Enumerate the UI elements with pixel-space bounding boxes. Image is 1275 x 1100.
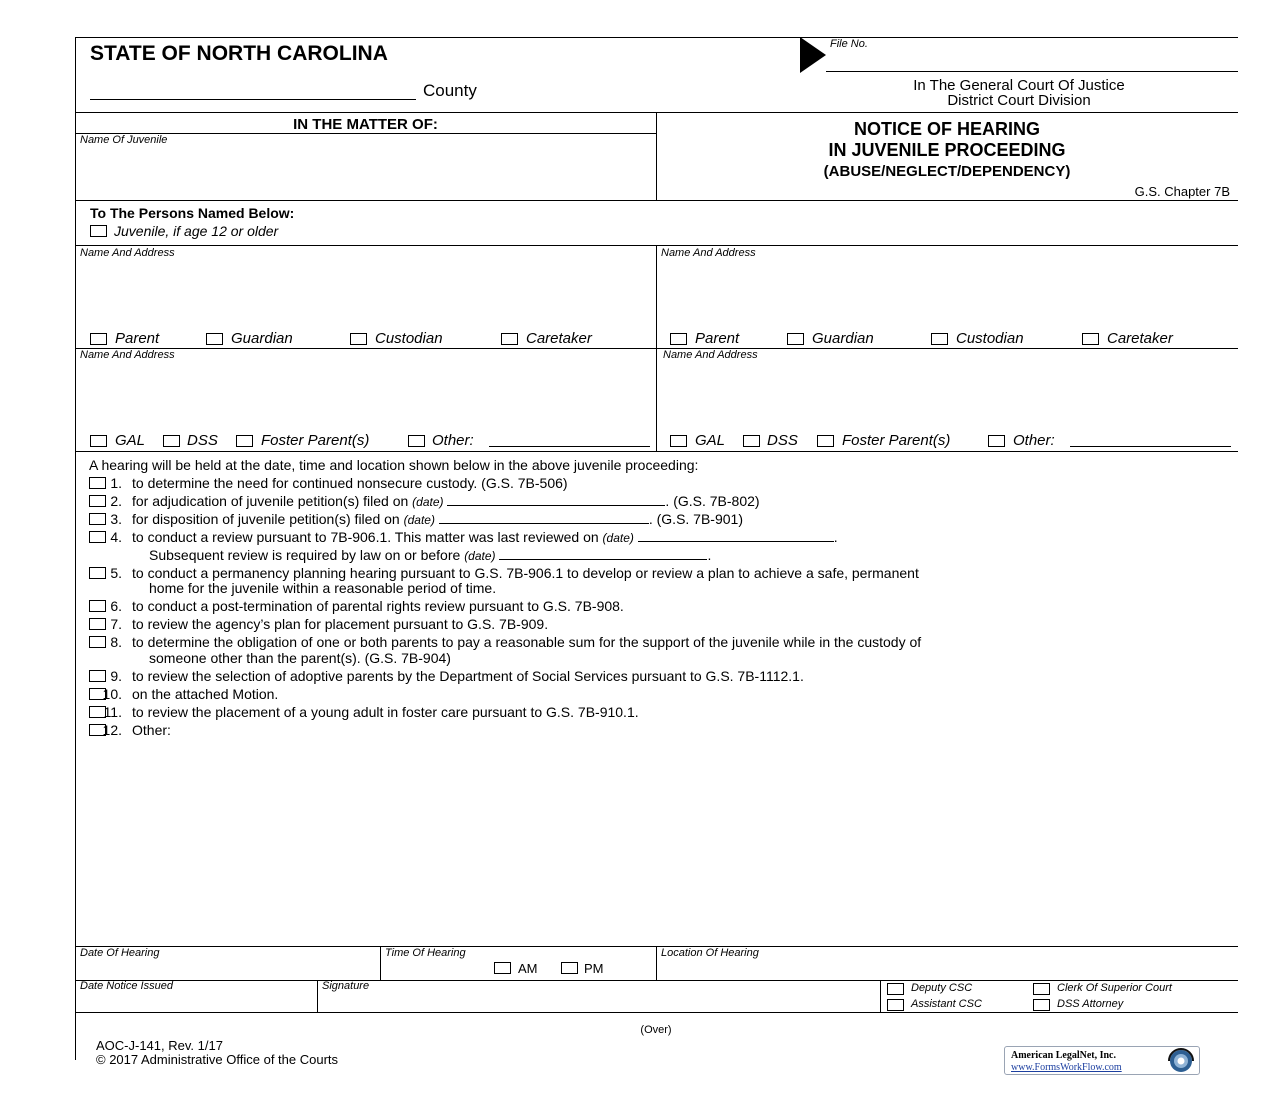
item-4-text: to conduct a review pursuant to 7B-906.1. This matter was last reviewed on <box>132 529 599 545</box>
party-3-dss-label: DSS <box>187 432 218 449</box>
party-3-dss-checkbox[interactable] <box>163 435 180 447</box>
party-1-parent-label: Parent <box>115 330 160 347</box>
party-4-foster-label: Foster Parent(s) <box>842 432 951 449</box>
party-2-parent-label: Parent <box>695 330 740 347</box>
party-1-caretaker-checkbox[interactable] <box>501 333 518 345</box>
item-2-date-blank[interactable] <box>447 494 665 506</box>
item-4-number: 4. <box>110 529 122 545</box>
party-2-custodian-checkbox[interactable] <box>931 333 948 345</box>
party-2-name-label: Name And Address <box>661 247 756 259</box>
party-4-other-blank[interactable] <box>1070 446 1231 447</box>
court-line-2: District Court Division <box>947 92 1091 109</box>
item-6-text: to conduct a post-termination of parental rights review pursuant to G.S. 7B-908. <box>132 598 624 614</box>
party-2-custodian-label: Custodian <box>956 330 1024 347</box>
party-4-other-label: Other: <box>1013 432 1055 449</box>
party-3-other-label: Other: <box>432 432 474 449</box>
other-details-area[interactable] <box>149 742 1229 942</box>
item-4-date-blank[interactable] <box>638 530 834 542</box>
item-8-line-2: someone other than the parent(s). (G.S. 7B-904) <box>149 650 451 666</box>
statute-reference: G.S. Chapter 7B <box>1134 184 1230 199</box>
item-1 <box>98 475 568 491</box>
item-1-number: 1. <box>110 475 122 491</box>
item-5-number: 5. <box>110 565 122 581</box>
time-of-hearing-label: Time Of Hearing <box>385 947 466 959</box>
copyright: © 2017 Administrative Office of the Courts <box>96 1052 339 1067</box>
court-line-1: In The General Court Of Justice <box>913 77 1125 94</box>
location-of-hearing-label: Location Of Hearing <box>661 947 759 959</box>
item-2 <box>98 493 760 509</box>
item-2-number: 2. <box>110 493 122 509</box>
item-4-line-2-period: . <box>707 547 712 563</box>
item-2-date-word: (date) <box>412 495 444 509</box>
clerk-superior-court-label: Clerk Of Superior Court <box>1057 982 1172 994</box>
item-3-date-word: (date) <box>403 513 435 527</box>
juvenile-checkbox[interactable] <box>90 225 107 237</box>
item-7-number: 7. <box>110 616 122 632</box>
item-11-text: to review the placement of a young adult in foster care pursuant to G.S. 7B-910.1. <box>132 704 639 720</box>
party-1-name-label: Name And Address <box>80 247 175 259</box>
item-3 <box>98 511 743 527</box>
file-no-label: File No. <box>830 38 868 50</box>
matter-heading: IN THE MATTER OF: <box>293 116 438 133</box>
date-notice-issued-label: Date Notice Issued <box>80 980 173 992</box>
juvenile-name-field[interactable] <box>77 148 655 198</box>
item-3-text: for disposition of juvenile petition(s) filed on <box>132 511 400 527</box>
party-1-guardian-checkbox[interactable] <box>206 333 223 345</box>
item-11 <box>98 704 639 720</box>
county-blank[interactable] <box>90 99 416 100</box>
state-title: STATE OF NORTH CAROLINA <box>90 42 388 65</box>
juvenile-option-label: Juvenile, if age 12 or older <box>114 223 279 239</box>
item-8 <box>98 634 921 650</box>
file-no-arrow-icon <box>800 37 826 73</box>
dss-attorney-checkbox[interactable] <box>1033 999 1050 1011</box>
item-4-line-2 <box>149 547 711 563</box>
form-title-line-3: (ABUSE/NEGLECT/DEPENDENCY) <box>823 163 1071 180</box>
item-8-number: 8. <box>110 634 122 650</box>
item-10-number: 10. <box>102 686 122 702</box>
vendor-globe-icon <box>1165 1048 1197 1074</box>
item-7-text: to review the agency’s plan for placement pursuant to G.S. 7B-909. <box>132 616 549 632</box>
assistant-csc-label: Assistant CSC <box>911 998 982 1010</box>
party-1-caretaker-label: Caretaker <box>526 330 592 347</box>
party-3-gal-checkbox[interactable] <box>90 435 107 447</box>
county-label: County <box>423 81 477 100</box>
party-3-gal-label: GAL <box>115 432 146 449</box>
party-2-guardian-checkbox[interactable] <box>787 333 804 345</box>
vendor-name: American LegalNet, Inc. <box>1011 1050 1116 1061</box>
party-3-name-label: Name And Address <box>80 349 175 361</box>
item-10 <box>98 686 278 702</box>
am-checkbox[interactable] <box>494 962 511 974</box>
signature-label: Signature <box>322 980 370 992</box>
assistant-csc-checkbox[interactable] <box>887 999 904 1011</box>
clerk-superior-court-checkbox[interactable] <box>1033 983 1050 995</box>
party-4-gal-label: GAL <box>695 432 726 449</box>
party-4-dss-checkbox[interactable] <box>743 435 760 447</box>
item-9-text: to review the selection of adoptive parents by the Department of Social Services pursuant to G.S. 7B-1112.1. <box>132 668 804 684</box>
item-9 <box>98 668 804 684</box>
pm-checkbox[interactable] <box>561 962 578 974</box>
item-12-number: 12. <box>102 722 122 738</box>
item-3-date-blank[interactable] <box>439 512 649 524</box>
item-8-text: to determine the obligation of one or both parents to pay a reasonable sum for the support of the juvenile while in the custody of <box>132 634 922 650</box>
date-of-hearing-label: Date Of Hearing <box>80 947 160 959</box>
item-2-statute: . (G.S. 7B-802) <box>665 493 760 509</box>
item-4-period: . <box>833 529 838 545</box>
form-title-line-1: NOTICE OF HEARING <box>853 119 1040 139</box>
party-4-name-label: Name And Address <box>663 349 758 361</box>
party-1-custodian-label: Custodian <box>375 330 443 347</box>
party-1-custodian-checkbox[interactable] <box>350 333 367 345</box>
party-2-caretaker-checkbox[interactable] <box>1082 333 1099 345</box>
party-2-caretaker-label: Caretaker <box>1107 330 1173 347</box>
form-id: AOC-J-141, Rev. 1/17 <box>96 1038 223 1053</box>
item-5-text: to conduct a permanency planning hearing pursuant to G.S. 7B-906.1 to develop or review a plan to achieve a safe, permanent <box>132 565 919 581</box>
dss-attorney-label: DSS Attorney <box>1057 998 1124 1010</box>
item-4 <box>98 529 838 545</box>
item-6 <box>98 598 624 614</box>
item-12-text: Other: <box>132 722 171 738</box>
party-3-foster-checkbox[interactable] <box>236 435 253 447</box>
item-1-text: to determine the need for continued nonsecure custody. (G.S. 7B-506) <box>132 475 568 491</box>
item-9-number: 9. <box>110 668 122 684</box>
party-1-guardian-label: Guardian <box>231 330 293 347</box>
item-11-number: 11. <box>103 704 122 720</box>
persons-heading: To The Persons Named Below: <box>90 205 295 221</box>
am-label: AM <box>518 961 538 976</box>
item-6-number: 6. <box>110 598 122 614</box>
form-title-line-2: IN JUVENILE PROCEEDING <box>828 140 1066 160</box>
party-4-gal-checkbox[interactable] <box>670 435 687 447</box>
item-5-line-2: home for the juvenile within a reasonable period of time. <box>149 580 497 596</box>
party-4-dss-label: DSS <box>767 432 798 449</box>
item-2-text: for adjudication of juvenile petition(s) filed on <box>132 493 409 509</box>
party-3-other-blank[interactable] <box>489 446 650 447</box>
item-4-line-2-date-word: (date) <box>464 549 496 563</box>
item-4-subsequent-date-blank[interactable] <box>499 548 707 560</box>
item-3-statute: . (G.S. 7B-901) <box>648 511 743 527</box>
juvenile-name-label: Name Of Juvenile <box>80 134 168 146</box>
item-4-date-word: (date) <box>602 531 634 545</box>
party-2-parent-checkbox[interactable] <box>670 333 687 345</box>
vendor-badge[interactable] <box>1004 1046 1200 1075</box>
item-3-number: 3. <box>110 511 122 527</box>
vendor-url: www.FormsWorkFlow.com <box>1011 1062 1122 1073</box>
hearing-intro: A hearing will be held at the date, time and location shown below in the above juvenile proceeding: <box>89 457 699 473</box>
party-1-parent-checkbox[interactable] <box>90 333 107 345</box>
item-10-text: on the attached Motion. <box>132 686 279 702</box>
over-note: (Over) <box>640 1024 672 1036</box>
item-5 <box>98 565 919 581</box>
party-4-foster-checkbox[interactable] <box>817 435 834 447</box>
deputy-csc-checkbox[interactable] <box>887 983 904 995</box>
party-2-guardian-label: Guardian <box>812 330 874 347</box>
item-4-line-2-text: Subsequent review is required by law on or before <box>149 547 461 563</box>
deputy-csc-label: Deputy CSC <box>911 982 973 994</box>
party-4-other-checkbox[interactable] <box>988 435 1005 447</box>
item-7 <box>98 616 548 632</box>
party-3-other-checkbox[interactable] <box>408 435 425 447</box>
pm-label: PM <box>584 961 604 976</box>
party-3-foster-label: Foster Parent(s) <box>261 432 370 449</box>
item-12 <box>98 722 171 738</box>
